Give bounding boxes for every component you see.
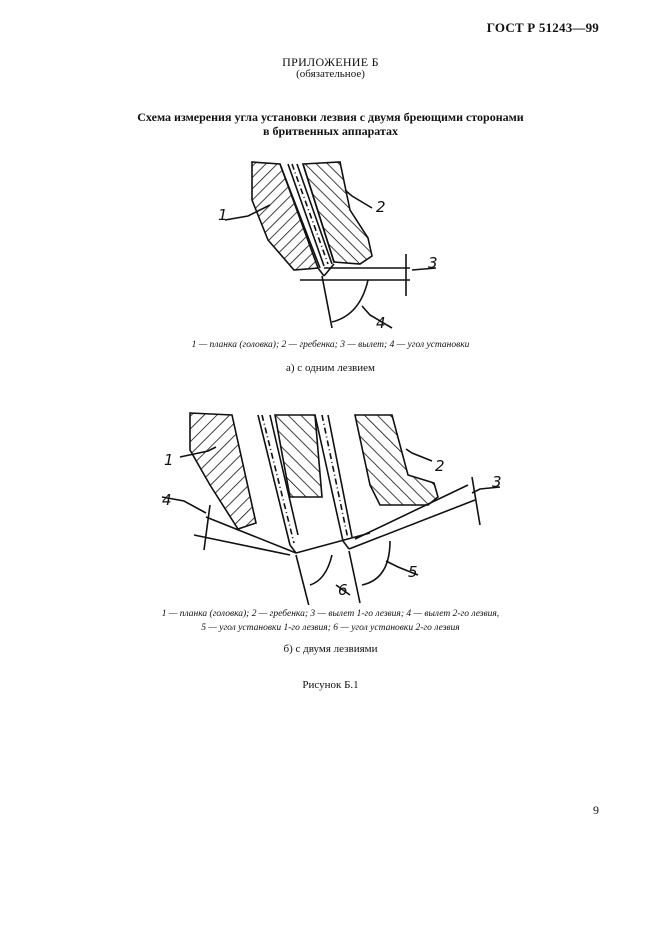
caption-b: б) с двумя лезвиями (283, 643, 378, 655)
page-number: 9 (593, 803, 599, 817)
legend-b-line2: 5 — угол установки 1-го лезвия; 6 — угол установки 2-го лезвия (201, 623, 460, 633)
figure-label: Рисунок Б.1 (302, 679, 359, 691)
label-b-4: 4 (162, 491, 172, 509)
legend-a: 1 — планка (головка); 2 — гребенка; 3 — вылет; 4 — угол установки (191, 340, 470, 350)
label-b-5: 5 (408, 563, 418, 581)
caption-a: а) с одним лезвием (286, 362, 375, 374)
label-4: 4 (376, 314, 386, 332)
figure-title-line1: Схема измерения угла установки лезвия с двумя бреющими сторонами (137, 110, 524, 124)
appendix-title: ПРИЛОЖЕНИЕ Б (282, 55, 379, 69)
label-b-1: 1 (164, 451, 174, 469)
label-b-3: 3 (492, 473, 502, 491)
diagram-a (200, 150, 440, 335)
legend-b-line1: 1 — планка (головка); 2 — гребенка; 3 — вылет 1-го лезвия; 4 — вылет 2-го лезвия, (161, 609, 500, 619)
appendix-subtitle: (обязательное) (296, 68, 365, 80)
label-3: 3 (428, 254, 438, 272)
diagram-b (150, 405, 520, 605)
label-b-2: 2 (435, 457, 445, 475)
standard-number: ГОСТ Р 51243—99 (486, 20, 599, 35)
figure-title-line2: в бритвенных аппаратах (262, 124, 399, 138)
figure-title (0, 110, 661, 138)
label-2: 2 (376, 198, 386, 216)
label-b-6: 6 (338, 581, 348, 599)
label-1: 1 (218, 206, 228, 224)
